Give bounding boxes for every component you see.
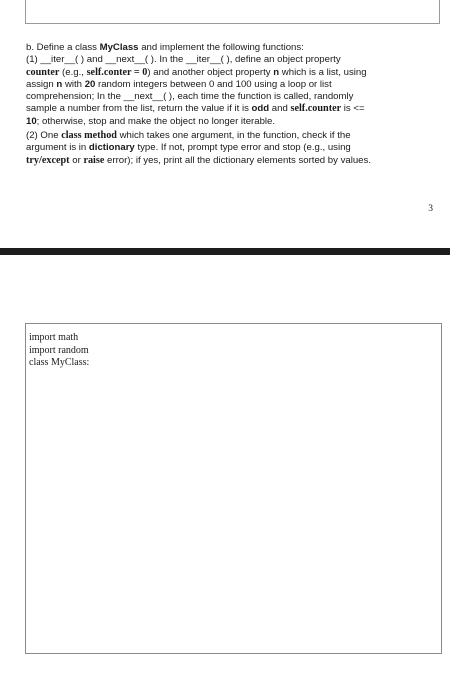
page-number: 3: [428, 204, 433, 214]
question-heading: b. Define a class MyClass and implement the following functions:: [26, 42, 304, 53]
code-line: class MyClass:: [29, 357, 90, 368]
code-answer-box[interactable]: [25, 323, 442, 654]
previous-answer-box: [25, 0, 440, 24]
page-divider: [0, 248, 450, 255]
code-line: import math: [29, 332, 79, 343]
code-line: import random: [29, 344, 89, 356]
requirement-2: (2) One class method which takes one argument, in the function, check if the argument is in dictionary type. If not, prompt type error and stop (e.g., using try/except or raise error); if yes, print all the dictionary elements sorted by values.: [26, 130, 371, 166]
question-text: [26, 42, 438, 167]
requirement-1: (1) __iter__( ) and __next__( ). In the __iter__( ), define an object property counter (e.g., self.conter = 0) and another object property n which is a list, using assign n with 20 random integers between 0 and 100 using a loop or list comprehension; In the __next__( ), each time the function is called, randomly sample a number from the list, return the value if it is odd and self.counter is <= 10; otherwise, stop and make the object no longer iterable.: [26, 54, 367, 127]
